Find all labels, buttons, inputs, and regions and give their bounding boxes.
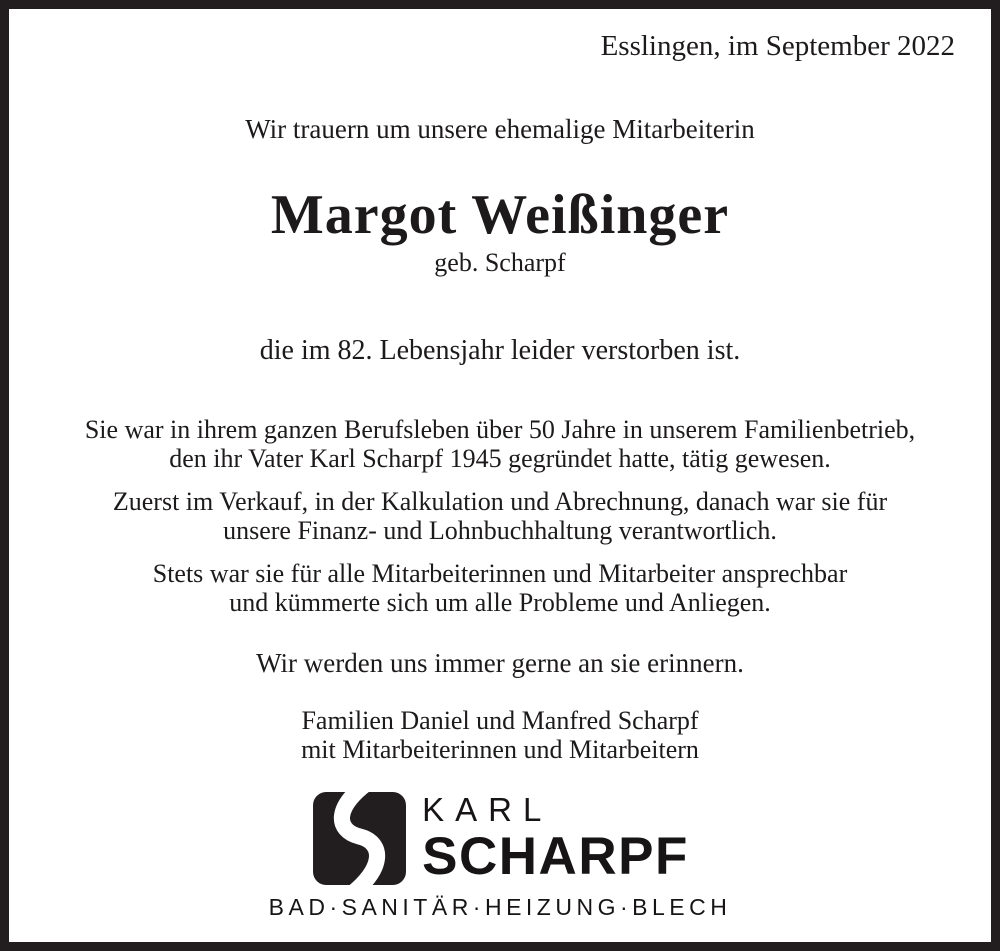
logo-wordmark <box>422 790 689 887</box>
paragraph-line: den ihr Vater Karl Scharpf 1945 gegründet hatte, tätig gewesen. <box>169 444 831 473</box>
logo-company-last-name: SCHARPF <box>422 827 689 886</box>
paragraph-line: Zuerst im Verkauf, in der Kalkulation und Abrechnung, danach war sie für <box>112 487 888 516</box>
birth-name: geb. Scharpf <box>434 248 566 277</box>
logo-row <box>311 790 689 887</box>
logo-company-first-name: KARL <box>422 791 553 828</box>
paragraph <box>9 559 991 617</box>
paragraph-line: und kümmerte sich um alle Probleme und Anliegen. <box>229 588 771 617</box>
paragraph <box>9 415 991 473</box>
death-statement: die im 82. Lebensjahr leider verstorben ist. <box>259 335 741 366</box>
body-paragraphs <box>9 415 991 617</box>
dateline: Esslingen, im September 2022 <box>600 30 955 62</box>
paragraph <box>9 487 991 545</box>
intro-line: Wir trauern um unsere ehemalige Mitarbeiterin <box>245 114 755 144</box>
scharpf-s-monogram-icon <box>311 790 408 887</box>
paragraph-line: Stets war sie für alle Mitarbeiterinnen und Mitarbeiter ansprechbar <box>152 559 848 588</box>
company-logo <box>9 790 991 921</box>
signature-block <box>9 706 991 764</box>
signature-line: Familien Daniel und Manfred Scharpf <box>301 706 699 735</box>
deceased-name: Margot Weißinger <box>270 184 730 246</box>
logo-tagline: BAD·SANITÄR·HEIZUNG·BLECH <box>268 894 732 920</box>
remembrance-line: Wir werden uns immer gerne an sie erinnern. <box>256 648 744 678</box>
paragraph-line: Sie war in ihrem ganzen Berufsleben über 50 Jahre in unserem Familienbetrieb, <box>84 415 916 444</box>
signature-line: mit Mitarbeiterinnen und Mitarbeitern <box>301 735 699 764</box>
paragraph-line: unsere Finanz- und Lohnbuchhaltung verantwortlich. <box>223 516 777 545</box>
